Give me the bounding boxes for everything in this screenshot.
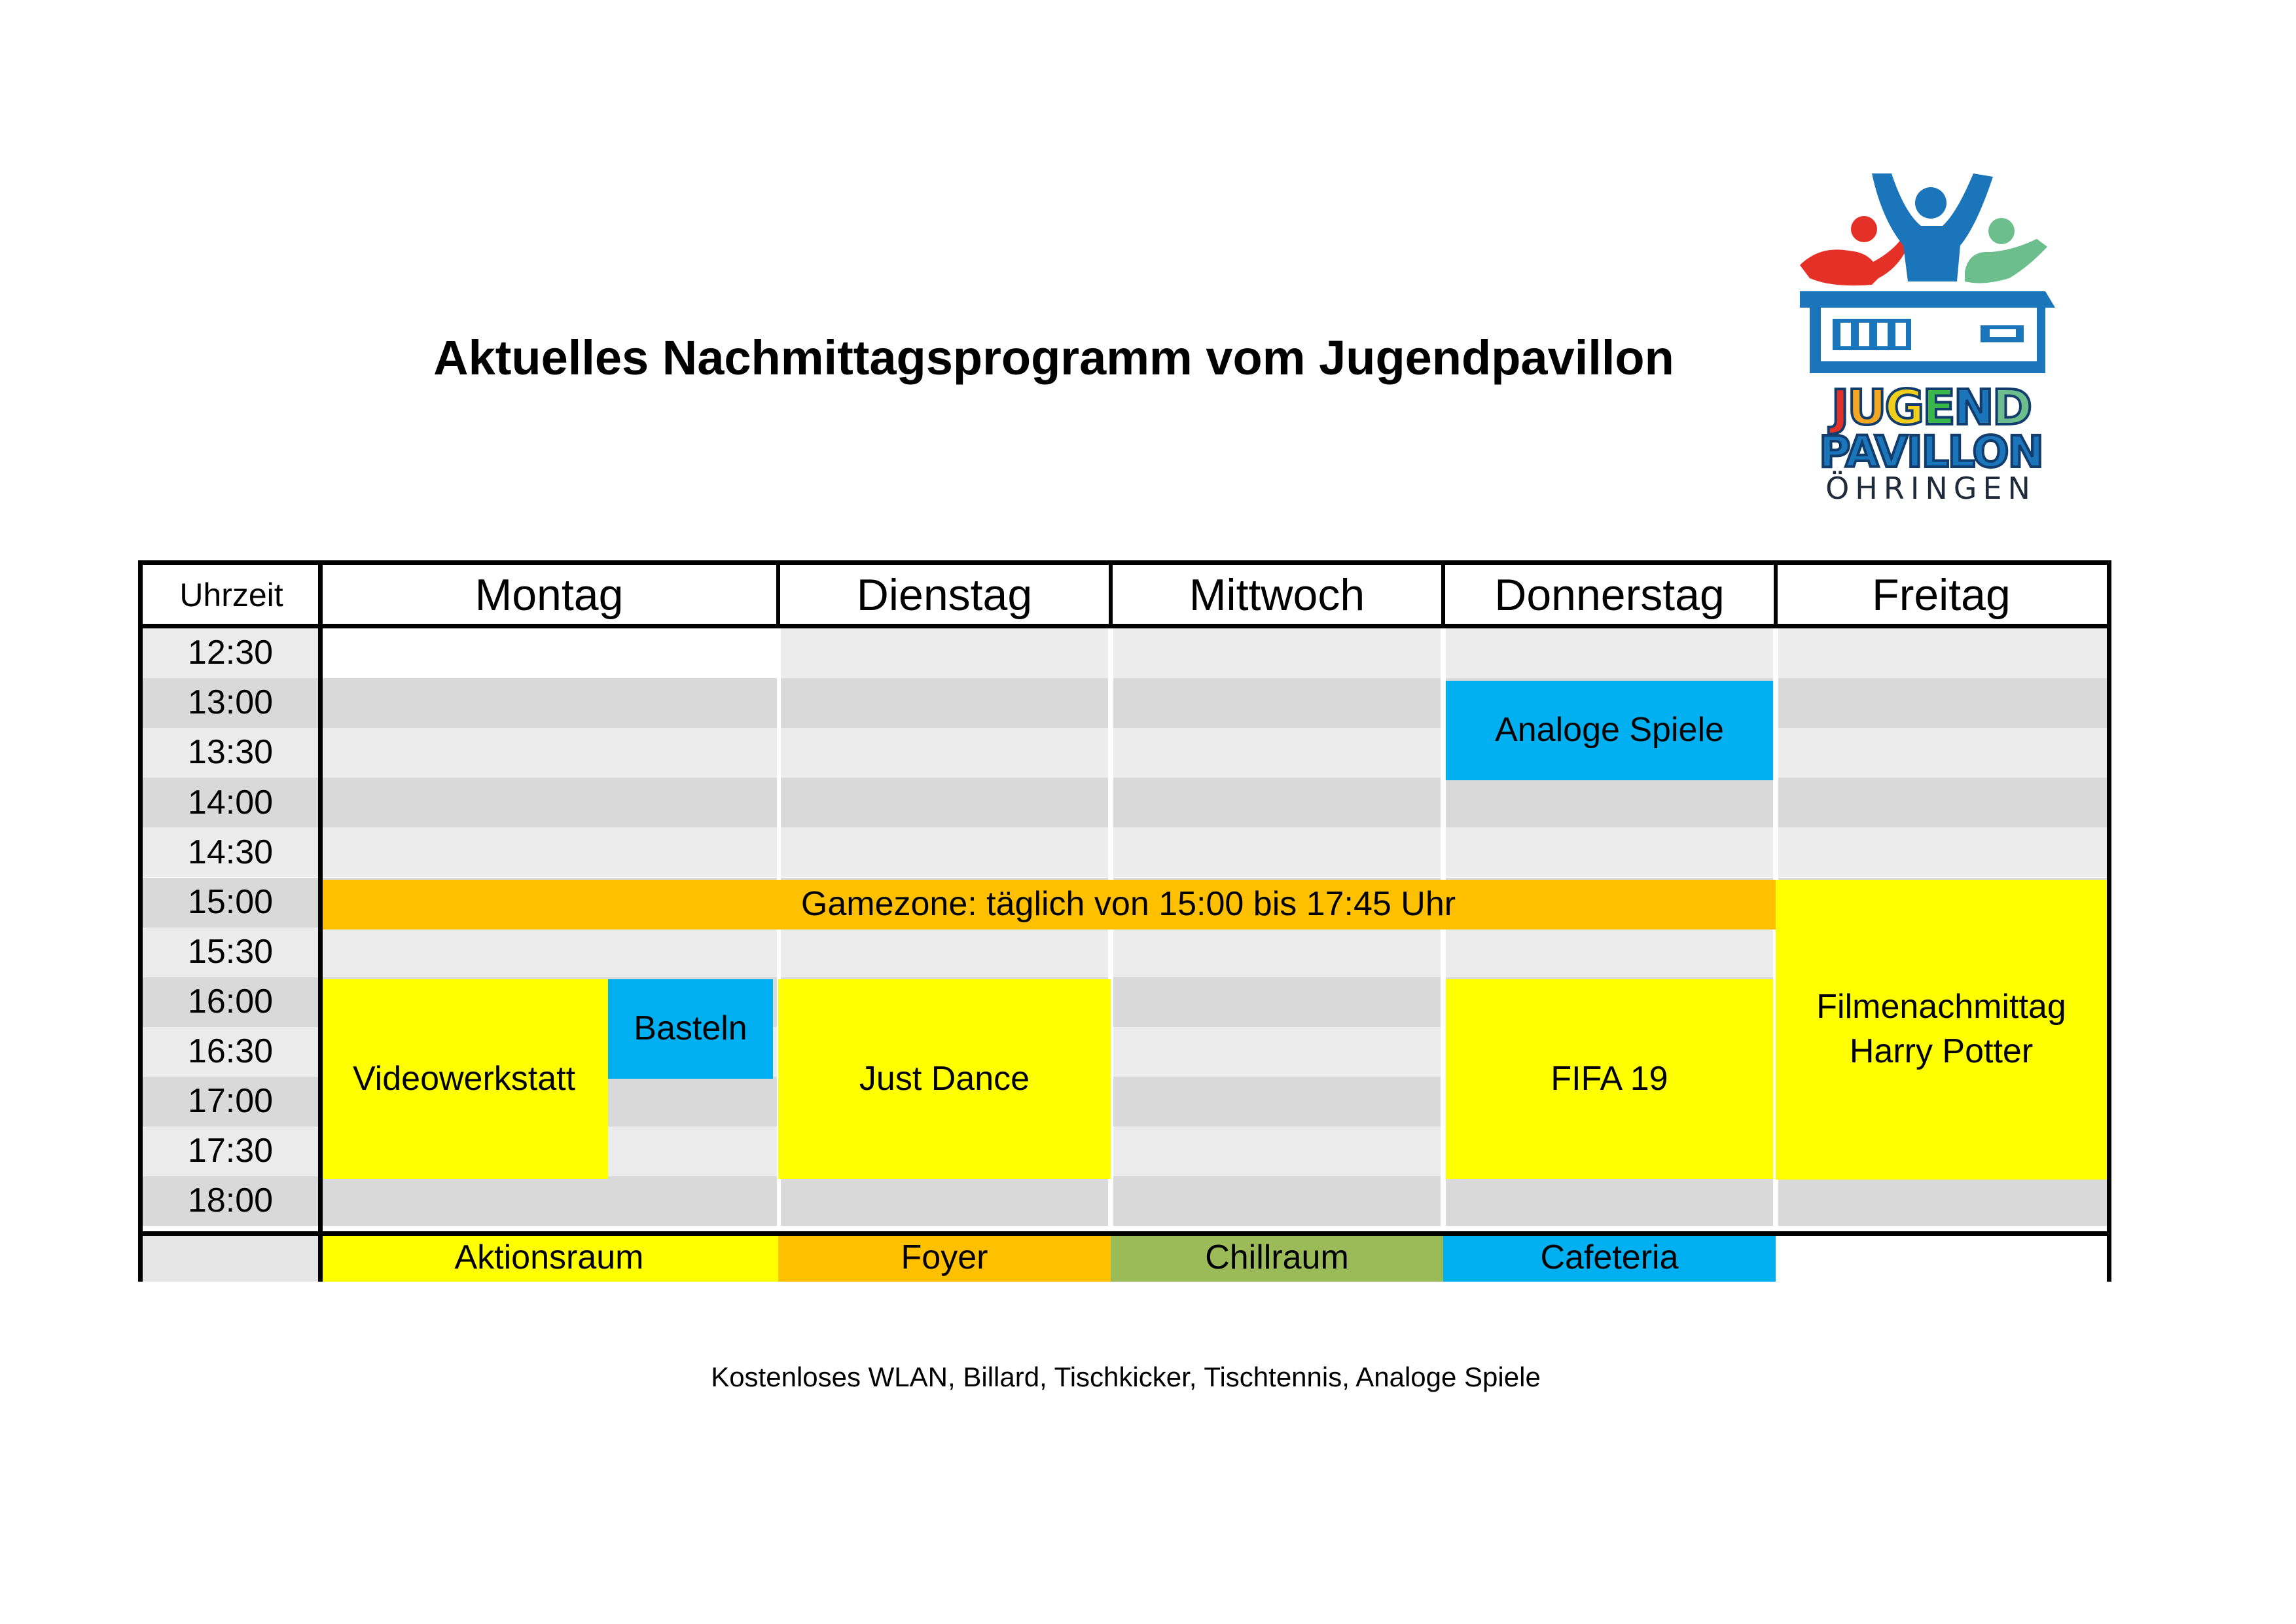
time-slot xyxy=(323,778,777,827)
time-slot xyxy=(323,628,777,678)
time-slot xyxy=(1778,778,2107,827)
day-header-monday: Montag xyxy=(320,565,778,626)
time-slot xyxy=(1113,628,1441,678)
time-label: 15:00 xyxy=(143,878,318,928)
column-separator xyxy=(1111,628,1113,1231)
time-slot xyxy=(323,1176,777,1226)
time-label: 18:00 xyxy=(143,1176,318,1226)
time-slot xyxy=(1113,1077,1441,1127)
time-label: 16:30 xyxy=(143,1027,318,1077)
logo-line2: PAVILLON xyxy=(1819,427,2043,477)
header-bottom-line xyxy=(143,624,2107,628)
time-slot xyxy=(1113,1127,1441,1176)
time-slot xyxy=(781,827,1108,877)
time-slot xyxy=(781,628,1108,678)
time-slot xyxy=(323,928,777,977)
time-slot xyxy=(1113,977,1441,1027)
legend-empty-cell xyxy=(143,1235,320,1282)
schedule-table xyxy=(138,560,2111,1282)
page-title: Aktuelles Nachmittagsprogramm vom Jugendpavillon xyxy=(433,331,1674,385)
time-slot xyxy=(1113,1027,1441,1077)
event-gamezone: Gamezone: täglich von 15:00 bis 17:45 Uhr xyxy=(320,880,1937,929)
time-slot xyxy=(1446,628,1773,678)
legend-chillraum: Chillraum xyxy=(1111,1235,1443,1282)
time-slot xyxy=(1113,778,1441,827)
footer-note: Kostenloses WLAN, Billard, Tischkicker, Tischtennis, Analoge Spiele xyxy=(711,1362,1541,1392)
time-slot xyxy=(781,728,1108,778)
time-label: 15:30 xyxy=(143,928,318,977)
time-slot xyxy=(1446,827,1773,877)
day-header-friday: Freitag xyxy=(1776,565,2107,626)
time-slot xyxy=(1778,728,2107,778)
time-slot xyxy=(781,1176,1108,1226)
time-label: 13:00 xyxy=(143,678,318,728)
event-filmenachmittag-line2: Harry Potter xyxy=(1849,1032,2034,1070)
building-icon xyxy=(1800,291,2055,373)
time-slot xyxy=(1113,928,1441,977)
header-divider-4 xyxy=(1774,565,1778,626)
legend-empty-right xyxy=(1776,1235,2107,1282)
time-slot xyxy=(1113,827,1441,877)
time-column-header: Uhrzeit xyxy=(143,565,320,626)
time-slot xyxy=(1446,778,1773,827)
legend-foyer: Foyer xyxy=(778,1235,1111,1282)
time-slot xyxy=(323,827,777,877)
legend-aktionsraum: Aktionsraum xyxy=(320,1235,778,1282)
time-column-divider xyxy=(318,565,323,1282)
time-label: 14:30 xyxy=(143,827,318,877)
day-header-tuesday: Dienstag xyxy=(778,565,1111,626)
event-fifa-19: FIFA 19 xyxy=(1446,979,1773,1179)
event-just-dance: Just Dance xyxy=(778,979,1111,1179)
time-slot xyxy=(781,678,1108,728)
time-label: 14:00 xyxy=(143,778,318,827)
time-slot xyxy=(1778,678,2107,728)
time-label: 12:30 xyxy=(143,628,318,678)
time-slot xyxy=(1778,1176,2107,1226)
legend-cafeteria: Cafeteria xyxy=(1443,1235,1776,1282)
event-basteln: Basteln xyxy=(608,979,773,1079)
event-videowerkstatt: Videowerkstatt xyxy=(320,979,608,1179)
time-slot xyxy=(323,678,777,728)
header-divider-2 xyxy=(1109,565,1113,626)
time-label: 17:00 xyxy=(143,1077,318,1127)
time-slot xyxy=(1113,1176,1441,1226)
time-label: 16:00 xyxy=(143,977,318,1027)
event-filmenachmittag-line1: Filmenachmittag xyxy=(1816,988,2066,1026)
time-slot xyxy=(781,778,1108,827)
time-slot xyxy=(1446,928,1773,977)
time-slot xyxy=(1113,728,1441,778)
jugendpavillon-logo xyxy=(1793,173,2068,501)
legend-top-line xyxy=(143,1231,2107,1236)
header-divider-3 xyxy=(1441,565,1445,626)
green-figure-icon xyxy=(1965,218,2047,283)
time-label: 17:30 xyxy=(143,1127,318,1176)
time-slot xyxy=(1446,1176,1773,1226)
header-divider-1 xyxy=(776,565,780,626)
time-label: 13:30 xyxy=(143,728,318,778)
time-slot xyxy=(1778,827,2107,877)
logo-line1: JUGEND xyxy=(1831,380,2031,436)
time-slot xyxy=(323,728,777,778)
time-slot xyxy=(1113,678,1441,728)
day-header-wednesday: Mittwoch xyxy=(1111,565,1443,626)
event-filmenachmittag xyxy=(1776,880,2107,1180)
day-header-thursday: Donnerstag xyxy=(1443,565,1776,626)
time-slot xyxy=(1778,628,2107,678)
logo-line3: ÖHRINGEN xyxy=(1825,471,2036,501)
time-slot xyxy=(781,928,1108,977)
event-analoge-spiele: Analoge Spiele xyxy=(1446,681,1773,780)
